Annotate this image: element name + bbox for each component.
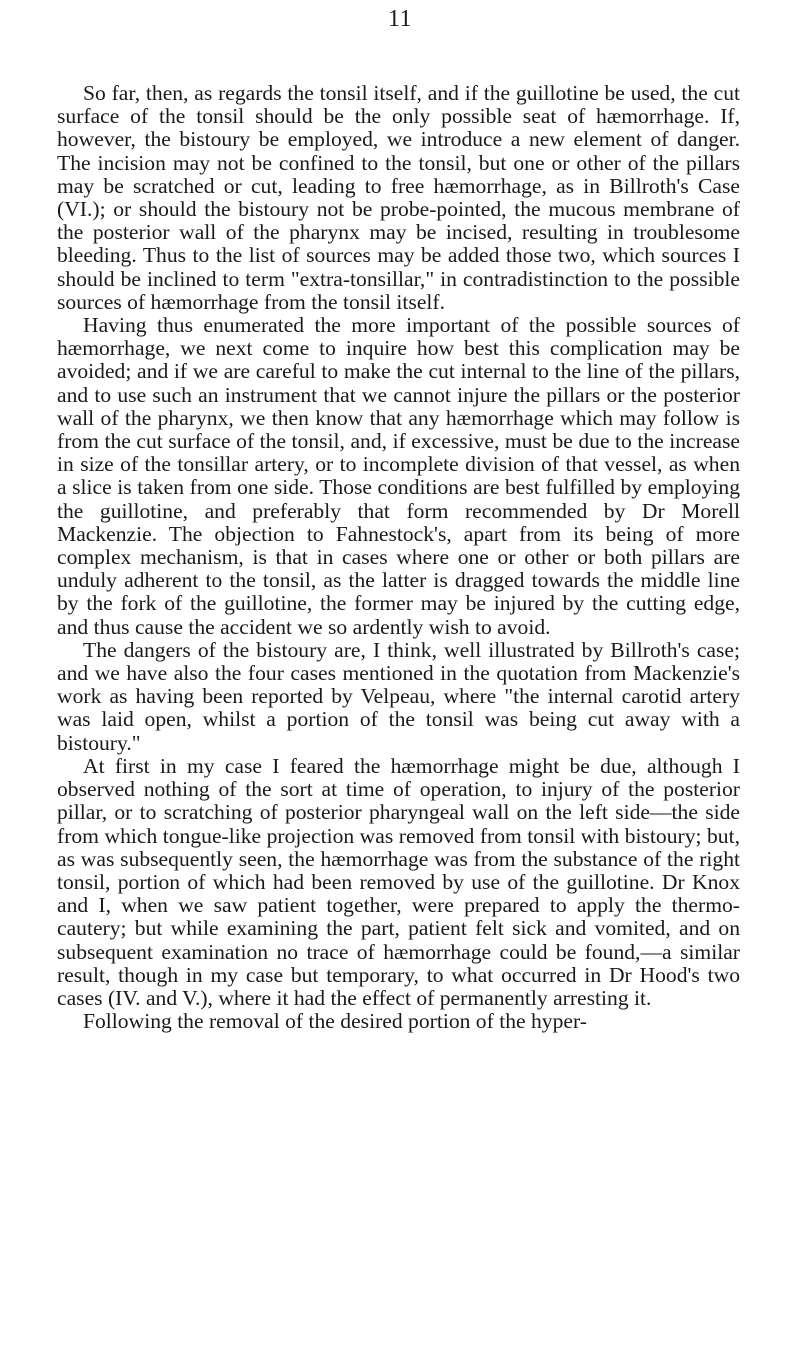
- paragraph-my-case: At first in my case I feared the hæmorrhage might be due, although I observed nothing of the sort at time of operation, to injury of the posterior pillar, or to scratching of posterior pharyngeal wall on the left side—the side from which tongue-like projection was removed from tonsil with bistoury; but, as was subsequently seen, the hæmorrhage was from the substance of the right tonsil, portion of which had been removed by use of the guillotine. Dr Knox and I, when we saw patient together, were prepared to apply the thermo-cautery; but while examining the part, patient felt sick and vomited, and on subsequent examination no trace of hæmorrhage could be found,—a similar result, though in my case but temporary, to what occurred in Dr Hood's two cases (IV. and V.), where it had the effect of permanently arresting it.: [57, 753, 740, 1010]
- paragraph-sources-of-haemorrhage: Having thus enumerated the more important of the possible sources of hæmorrhage, we next come to inquire how best this complication may be avoided; and if we are careful to make the cut internal to the line of the pillars, and to use such an instrument that we cannot injure the pillars or the posterior wall of the pharynx, we then know that any hæmorrhage which may follow is from the cut surface of the tonsil, and, if excessive, must be due to the increase in size of the tonsillar artery, or to incomplete division of that vessel, as when a slice is taken from one side. Those conditions are best fulfilled by employing the guillotine, and preferably that form recommended by Dr Morell Mackenzie. The objection to Fahnestock's, apart from its being of more complex mechanism, is that in cases where one or other or both pillars are unduly adherent to the tonsil, as the latter is dragged towards the middle line by the fork of the guillotine, the former may be injured by the cutting edge, and thus cause the accident we so ardently wish to avoid.: [57, 313, 740, 639]
- paragraph-following-removal: Following the removal of the desired portion of the hyper-: [83, 1009, 587, 1034]
- page-number: 11: [387, 6, 413, 32]
- paragraph-guillotine-bistoury: So far, then, as regards the tonsil itself, and if the guillotine be used, the cut surface of the tonsil should be the only possible seat of hæmorrhage. If, however, the bistoury be employed, we introduce a new element of danger. The incision may not be confined to the tonsil, but one or other of the pillars may be scratched or cut, leading to free hæmorrhage, as in Billroth's Case (VI.); or should the bistoury not be probe-pointed, the mucous membrane of the posterior wall of the pharynx may be incised, resulting in troublesome bleeding. Thus to the list of sources may be added those two, which sources I should be inclined to term "extra-tonsillar," in contradistinction to the possible sources of hæmorrhage from the tonsil itself.: [57, 81, 740, 314]
- paragraph-dangers-of-bistoury: The dangers of the bistoury are, I think, well illustrated by Billroth's case; and we have also the four cases mentioned in the quotation from Mackenzie's work as having been reported by Velpeau, where "the internal carotid artery was laid open, whilst a portion of the tonsil was being cut away with a bistoury.": [57, 637, 740, 755]
